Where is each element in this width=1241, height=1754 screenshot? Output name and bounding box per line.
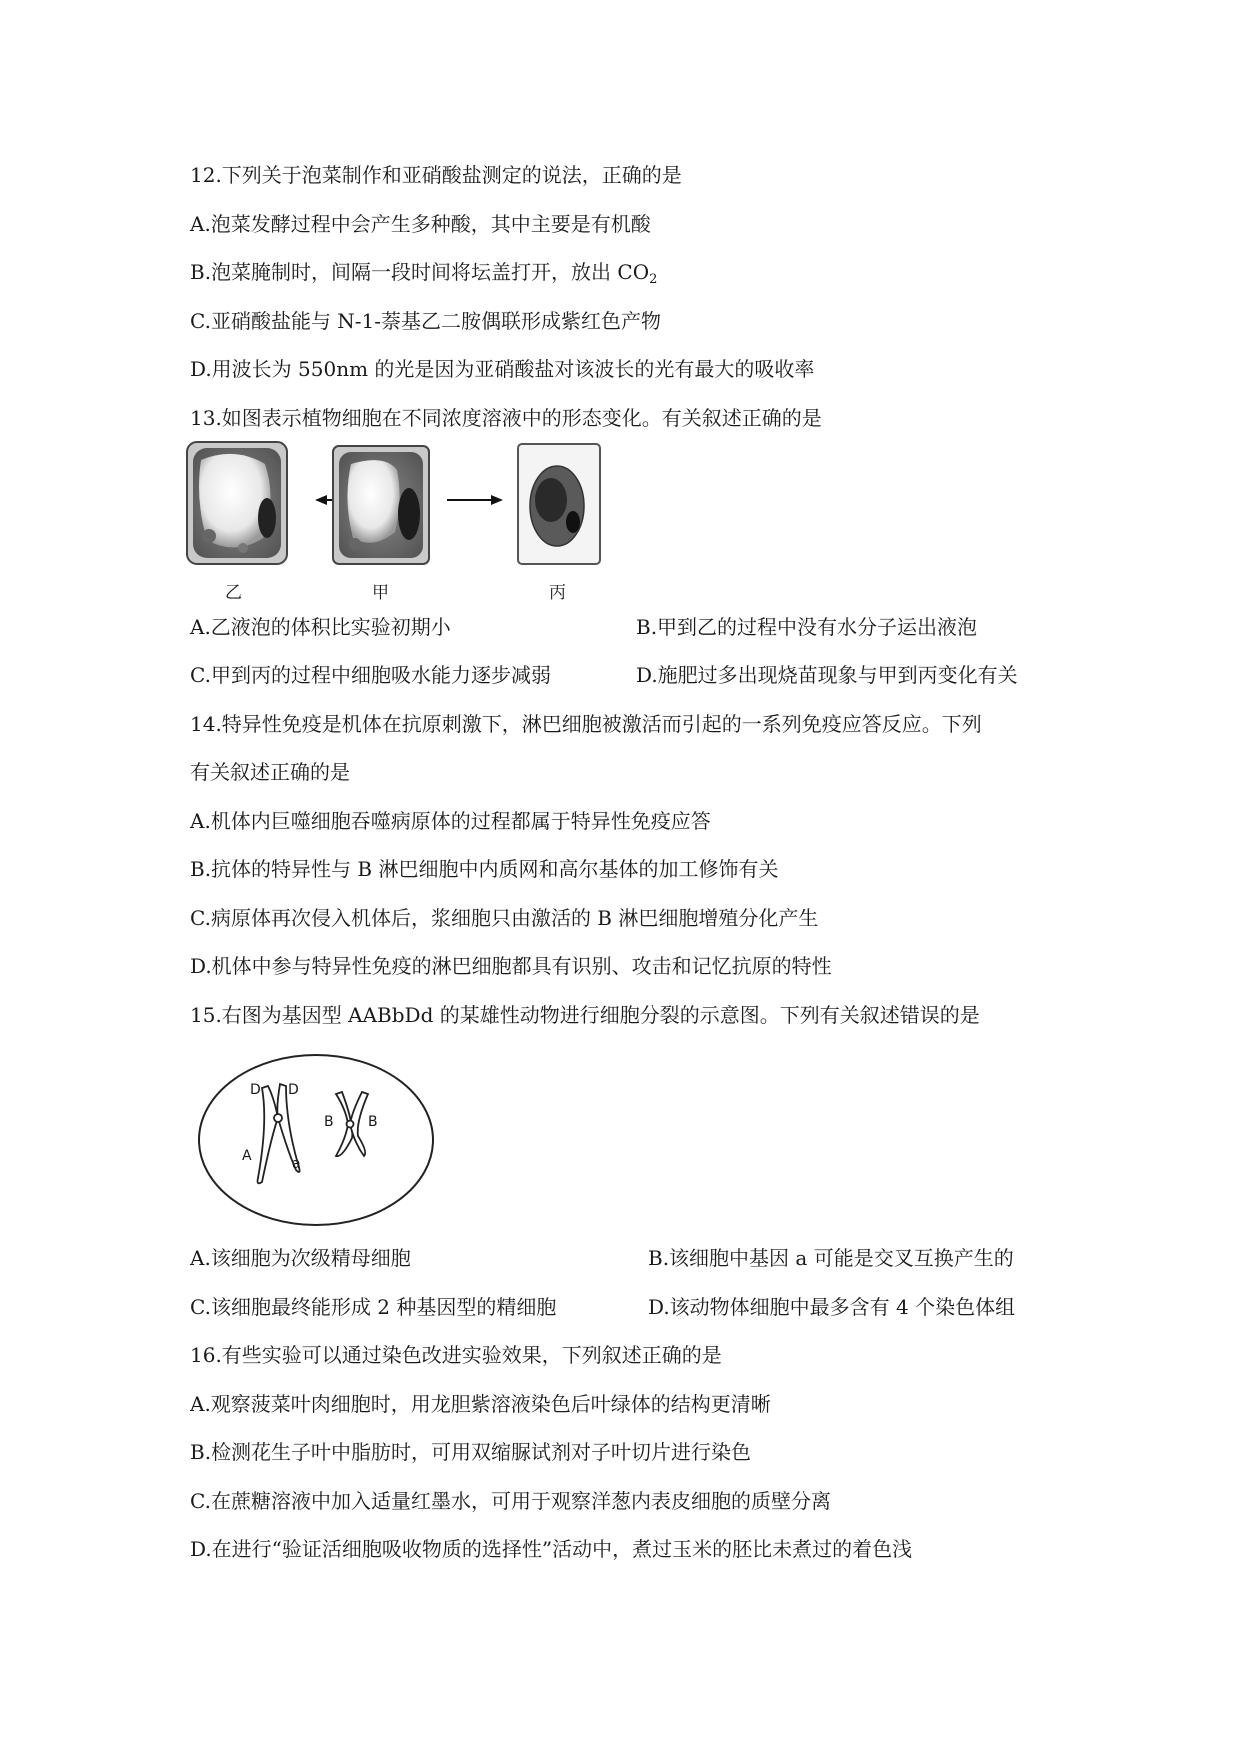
label-jia: 甲: [372, 583, 389, 603]
q14-stem-line2: 有关叙述正确的是: [190, 760, 350, 784]
arrow-right: [447, 495, 503, 505]
q12-option-d: D.用波长为 550nm 的光是因为亚硝酸盐对该波长的光有最大的吸收率: [190, 357, 815, 381]
q13-option-c: C.甲到丙的过程中细胞吸水能力逐步减弱: [190, 663, 551, 687]
q12-option-b: [190, 259, 657, 293]
q15-option-c: C.该细胞最终能形成 2 种基因型的精细胞: [190, 1295, 557, 1319]
q12-stem: 12.下列关于泡菜制作和亚硝酸盐测定的说法，正确的是: [190, 163, 682, 187]
q12-option-a: A.泡菜发酵过程中会产生多种酸，其中主要是有机酸: [190, 212, 651, 236]
cell-yi: [187, 442, 287, 564]
q15-option-a: A.该细胞为次级精母细胞: [190, 1246, 411, 1270]
gene-label-b-right: B: [368, 1114, 378, 1130]
q15-stem: 15.右图为基因型 AABbDd 的某雄性动物进行细胞分裂的示意图。下列有关叙述错误的是: [190, 1003, 980, 1027]
gene-label-a-lower: a: [292, 1156, 301, 1172]
q14-option-d: D.机体中参与特异性免疫的淋巴细胞都具有识别、攻击和记忆抗原的特性: [190, 954, 832, 978]
q13-option-a: A.乙液泡的体积比实验初期小: [190, 615, 451, 639]
q16-option-d: D.在进行“验证活细胞吸收物质的选择性”活动中，煮过玉米的胚比未煮过的着色浅: [190, 1537, 913, 1561]
gene-label-d-left: D: [250, 1082, 261, 1098]
plant-cell-figure-svg: [185, 440, 655, 602]
gene-label-a-upper: A: [242, 1148, 252, 1164]
q12-option-b-text: B.泡菜腌制时，间隔一段时间将坛盖打开，放出 CO: [190, 260, 650, 284]
q12-option-c: C.亚硝酸盐能与 N-1-萘基乙二胺偶联形成紫红色产物: [190, 309, 662, 333]
meiosis-cell-figure: [196, 1052, 436, 1228]
q16-option-a: A.观察菠菜叶肉细胞时，用龙胆紫溶液染色后叶绿体的结构更清晰: [190, 1392, 771, 1416]
q12-option-b-subscript: 2: [649, 272, 658, 287]
cell-bing: [518, 444, 600, 564]
q15-option-d: D.该动物体细胞中最多含有 4 个染色体组: [648, 1295, 1016, 1319]
q13-option-d: D.施肥过多出现烧苗现象与甲到丙变化有关: [636, 663, 1018, 687]
q16-stem: 16.有些实验可以通过染色改进实验效果，下列叙述正确的是: [190, 1343, 722, 1367]
q14-stem-line1: 14.特异性免疫是机体在抗原刺激下，淋巴细胞被激活而引起的一系列免疫应答反应。下列: [190, 712, 982, 736]
cell-jia: [333, 446, 429, 564]
q14-option-b: B.抗体的特异性与 B 淋巴细胞中内质网和高尔基体的加工修饰有关: [190, 857, 779, 881]
gene-label-b-left: B: [324, 1114, 334, 1130]
q13-stem: 13.如图表示植物细胞在不同浓度溶液中的形态变化。有关叙述正确的是: [190, 406, 822, 430]
plant-cell-figure: [185, 440, 655, 602]
meiosis-cell-svg: [196, 1052, 436, 1228]
q16-option-c: C.在蔗糖溶液中加入适量红墨水，可用于观察洋葱内表皮细胞的质壁分离: [190, 1489, 831, 1513]
q16-option-b: B.检测花生子叶中脂肪时，可用双缩脲试剂对子叶切片进行染色: [190, 1440, 752, 1464]
q14-option-a: A.机体内巨噬细胞吞噬病原体的过程都属于特异性免疫应答: [190, 809, 711, 833]
q13-option-b: B.甲到乙的过程中没有水分子运出液泡: [636, 615, 978, 639]
label-bing: 丙: [549, 583, 566, 603]
label-yi: 乙: [225, 583, 242, 603]
q15-option-b: B.该细胞中基因 a 可能是交叉互换产生的: [648, 1246, 1014, 1270]
gene-label-d-right: D: [288, 1082, 299, 1098]
q14-option-c: C.病原体再次侵入机体后，浆细胞只由激活的 B 淋巴细胞增殖分化产生: [190, 906, 819, 930]
